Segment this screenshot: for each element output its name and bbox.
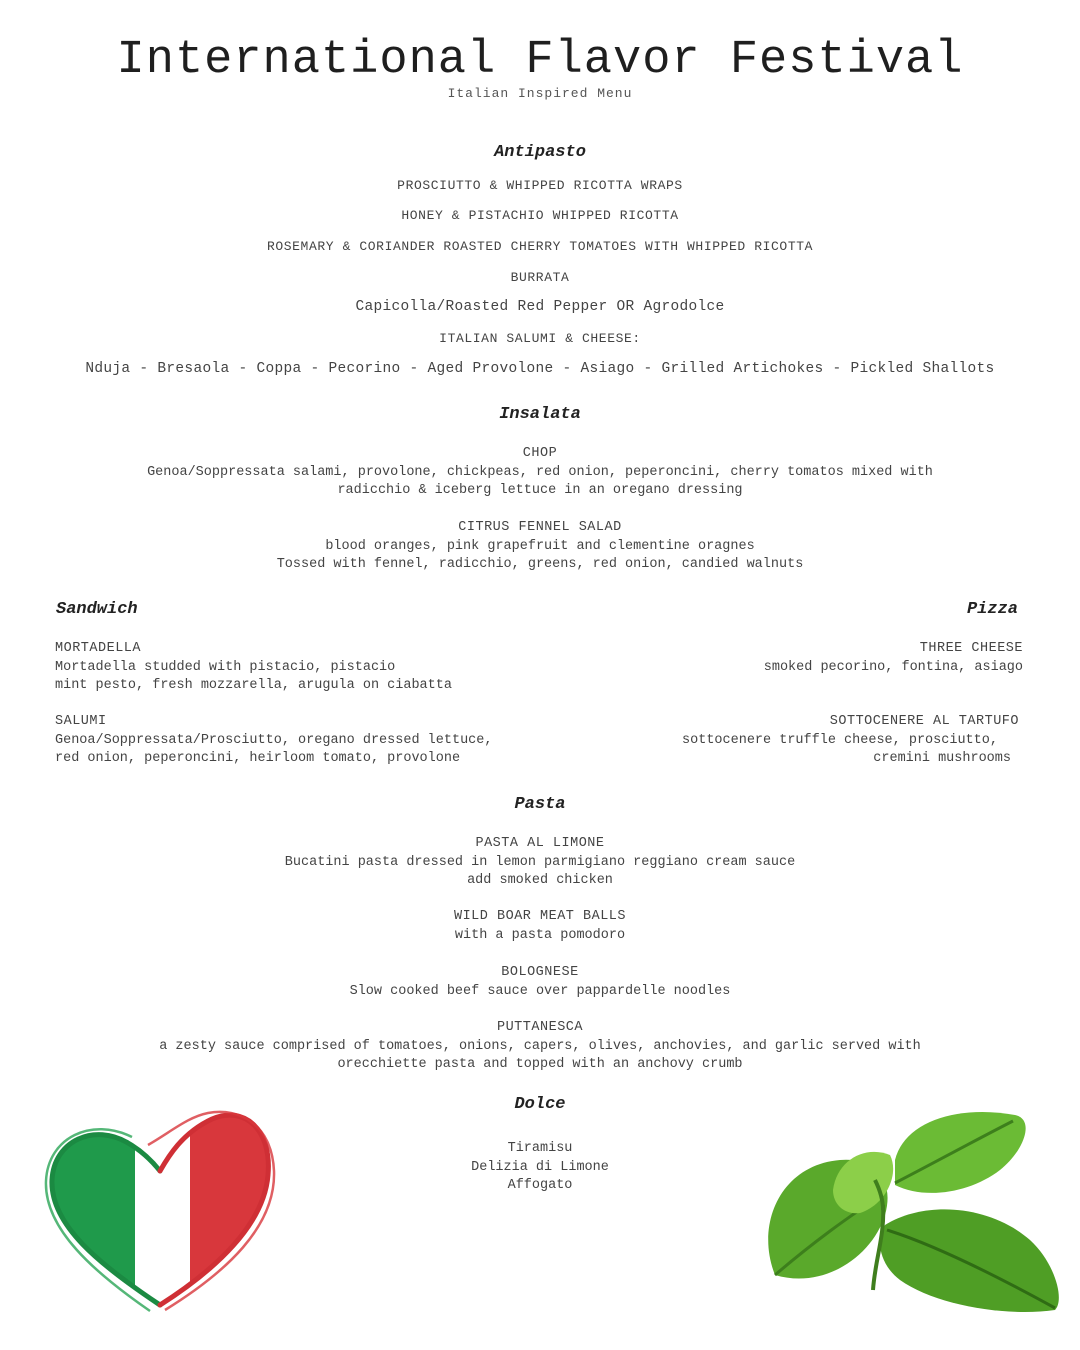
item-description: Bucatini pasta dressed in lemon parmigiano reggiano cream sauce <box>284 854 796 870</box>
sandwich-item-salumi <box>55 713 575 769</box>
item-name: MORTADELLA <box>55 641 142 656</box>
sandwich-item-mortadella <box>55 640 575 696</box>
page-subtitle: Italian Inspired Menu <box>447 86 633 101</box>
item-name: PASTA AL LIMONE <box>475 836 605 851</box>
basil-leaves-icon <box>755 1105 1065 1320</box>
item-description: cremini mushrooms <box>873 751 1011 766</box>
page-title: International Flavor Festival <box>116 34 964 87</box>
section-heading-dolce: Dolce <box>514 1095 566 1114</box>
item-name: BOLOGNESE <box>501 965 579 980</box>
item-name: THREE CHEESE <box>919 641 1023 656</box>
antipasto-item: HONEY & PISTACHIO WHIPPED RICOTTA <box>401 208 679 223</box>
section-heading-pasta: Pasta <box>514 795 566 814</box>
pasta-item-bolognese <box>0 964 1080 1001</box>
italian-flag-heart-icon <box>40 1105 280 1320</box>
item-description: mint pesto, fresh mozzarella, arugula on ciabatta <box>55 678 452 693</box>
item-description: Genoa/Soppressata/Prosciutto, oregano dressed lettuce, <box>55 732 493 748</box>
pasta-item-puttanesca <box>0 1019 1080 1075</box>
item-description: a zesty sauce comprised of tomatoes, onions, capers, olives, anchovies, and garlic served with <box>159 1038 921 1054</box>
dolce-item: Delizia di Limone <box>471 1159 609 1175</box>
item-name: SOTTOCENERE AL TARTUFO <box>829 714 1019 729</box>
pizza-item-three-cheese <box>523 640 1023 677</box>
item-name: PUTTANESCA <box>496 1020 583 1035</box>
antipasto-item: ITALIAN SALUMI & CHEESE: <box>439 331 641 346</box>
item-description: with a pasta pomodoro <box>454 927 626 943</box>
antipasto-item: Capicolla/Roasted Red Pepper OR Agrodolce <box>355 299 725 315</box>
pasta-item-limone <box>0 835 1080 891</box>
item-description: orecchiette pasta and topped with an anchovy crumb <box>337 1057 743 1072</box>
item-description: Mortadella studded with pistacio, pistacio <box>55 659 396 675</box>
insalata-item-chop <box>0 445 1080 501</box>
dolce-item: Tiramisu <box>507 1141 573 1156</box>
item-description: Tossed with fennel, radicchio, greens, red onion, candied walnuts <box>276 557 804 572</box>
item-description: Genoa/Soppressata salami, provolone, chickpeas, red onion, peperoncini, cherry tomatos mixed with <box>147 464 933 480</box>
section-heading-insalata: Insalata <box>499 405 581 424</box>
pasta-item-wild-boar <box>0 908 1080 945</box>
antipasto-item: PROSCIUTTO & WHIPPED RICOTTA WRAPS <box>397 178 683 193</box>
item-name: CITRUS FENNEL SALAD <box>458 520 622 535</box>
item-description: blood oranges, pink grapefruit and clementine oragnes <box>325 538 755 554</box>
antipasto-item: ROSEMARY & CORIANDER ROASTED CHERRY TOMATOES WITH WHIPPED RICOTTA <box>266 239 814 254</box>
insalata-item-citrus <box>0 519 1080 575</box>
section-heading-pizza: Pizza <box>966 600 1018 619</box>
item-name: SALUMI <box>55 714 107 729</box>
item-description: add smoked chicken <box>467 873 613 888</box>
section-heading-antipasto: Antipasto <box>494 143 586 162</box>
item-description: smoked pecorino, fontina, asiago <box>763 659 1023 675</box>
pizza-item-sottocenere <box>655 713 1025 769</box>
item-description: Slow cooked beef sauce over pappardelle noodles <box>349 983 731 999</box>
item-description: sottocenere truffle cheese, prosciutto, <box>682 732 998 748</box>
antipasto-item: BURRATA <box>510 270 570 285</box>
item-name: WILD BOAR MEAT BALLS <box>453 909 627 924</box>
antipasto-item: Nduja - Bresaola - Coppa - Pecorino - Aged Provolone - Asiago - Grilled Artichokes - Pickled Shallots <box>85 361 995 377</box>
section-heading-sandwich: Sandwich <box>56 600 138 619</box>
dolce-item: Affogato <box>507 1178 573 1193</box>
item-description: red onion, peperoncini, heirloom tomato, provolone <box>55 751 461 766</box>
item-name: CHOP <box>522 446 558 461</box>
item-description: radicchio & iceberg lettuce in an oregano dressing <box>337 483 743 498</box>
